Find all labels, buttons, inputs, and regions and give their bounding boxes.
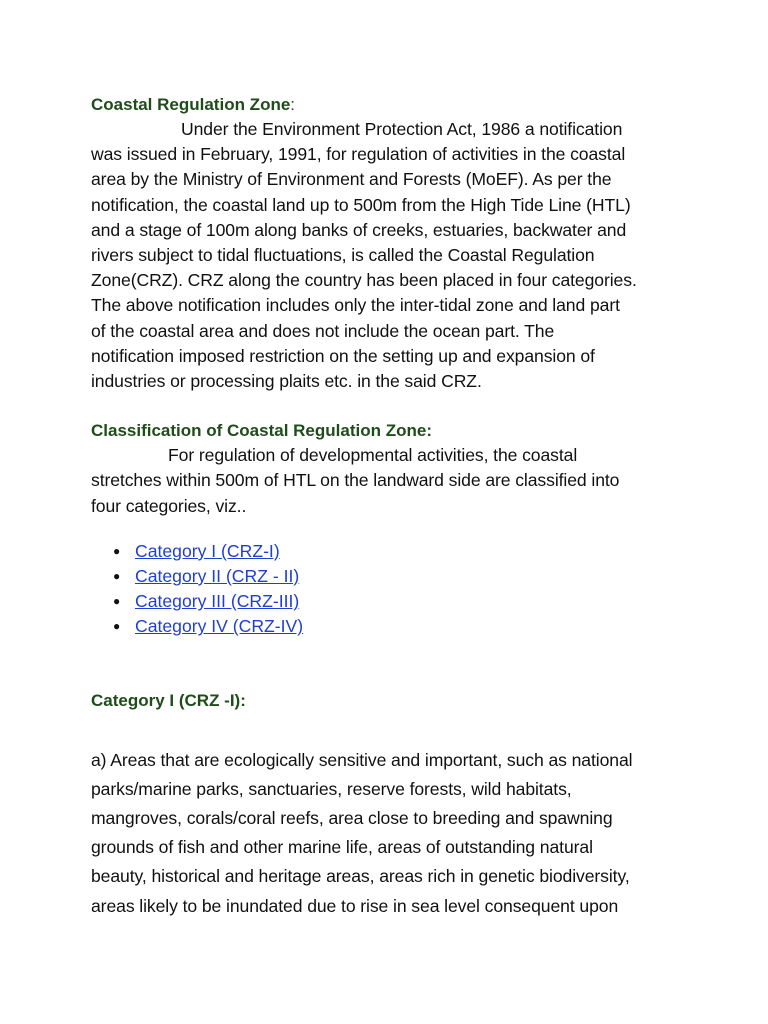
- category-link-list: [91, 539, 681, 640]
- paragraph-line: For regulation of developmental activities, the coastal: [168, 445, 578, 466]
- paragraph-line: areas likely to be inundated due to rise in sea level consequent upon: [91, 895, 619, 916]
- category-iii-link[interactable]: Category III (CRZ-III): [135, 591, 300, 612]
- paragraph-line: mangroves, corals/coral reefs, area close to breeding and spawning: [91, 808, 613, 829]
- section-heading-crz: [91, 92, 681, 117]
- paragraph-line: grounds of fish and other marine life, areas of outstanding natural: [91, 837, 593, 858]
- paragraph-line: a) Areas that are ecologically sensitive and important, such as national: [91, 749, 633, 770]
- paragraph-line: four categories, viz..: [91, 495, 247, 516]
- paragraph-line: stretches within 500m of HTL on the landward side are classified into: [91, 470, 620, 491]
- bullet-icon: ●: [113, 543, 121, 558]
- heading-text: Coastal Regulation Zone: [91, 95, 291, 114]
- paragraph-line: area by the Ministry of Environment and Forests (MoEF). As per the: [91, 169, 612, 190]
- section-heading-classification: Classification of Coastal Regulation Zone:: [91, 421, 432, 441]
- paragraph-line: Under the Environment Protection Act, 1986 a notification: [181, 119, 623, 139]
- paragraph-line: parks/marine parks, sanctuaries, reserve forests, wild habitats,: [91, 778, 572, 799]
- category-iv-link[interactable]: Category IV (CRZ-IV): [135, 616, 304, 637]
- spacer: [91, 394, 681, 418]
- paragraph-line: notification, the coastal land up to 500m from the High Tide Line (HTL): [91, 194, 631, 215]
- bullet-icon: ●: [113, 569, 121, 584]
- document-page: [91, 92, 681, 921]
- category-i-paragraph: [91, 746, 681, 921]
- heading-colon: :: [290, 95, 296, 114]
- bullet-icon: ●: [113, 594, 121, 609]
- paragraph-line: of the coastal area and does not include the ocean part. The: [91, 320, 555, 341]
- section-heading-category-i: Category I (CRZ -I):: [91, 690, 246, 710]
- paragraph-line: notification imposed restriction on the setting up and expansion of: [91, 345, 595, 366]
- paragraph-line: beauty, historical and heritage areas, areas rich in genetic biodiversity,: [91, 866, 630, 887]
- paragraph-line: and a stage of 100m along banks of creeks, estuaries, backwater and: [91, 219, 627, 240]
- list-item: [91, 589, 681, 614]
- spacer: [91, 713, 681, 746]
- list-item: [91, 564, 681, 589]
- paragraph-line: Zone(CRZ). CRZ along the country has been placed in four categories.: [91, 270, 637, 291]
- list-item: [91, 614, 681, 639]
- paragraph-line: was issued in February, 1991, for regulation of activities in the coastal: [91, 144, 626, 165]
- paragraph-line: rivers subject to tidal fluctuations, is called the Coastal Regulation: [91, 245, 595, 266]
- paragraph-line: industries or processing plaits etc. in the said CRZ.: [91, 371, 482, 392]
- classification-paragraph: [91, 443, 681, 519]
- bullet-icon: ●: [113, 619, 121, 634]
- paragraph-line: The above notification includes only the inter-tidal zone and land part: [91, 295, 620, 316]
- spacer: [91, 519, 681, 539]
- category-i-link[interactable]: Category I (CRZ-I): [135, 540, 280, 561]
- category-ii-link[interactable]: Category II (CRZ - II): [135, 566, 300, 587]
- crz-intro-paragraph: [91, 117, 681, 394]
- list-item: [91, 539, 681, 564]
